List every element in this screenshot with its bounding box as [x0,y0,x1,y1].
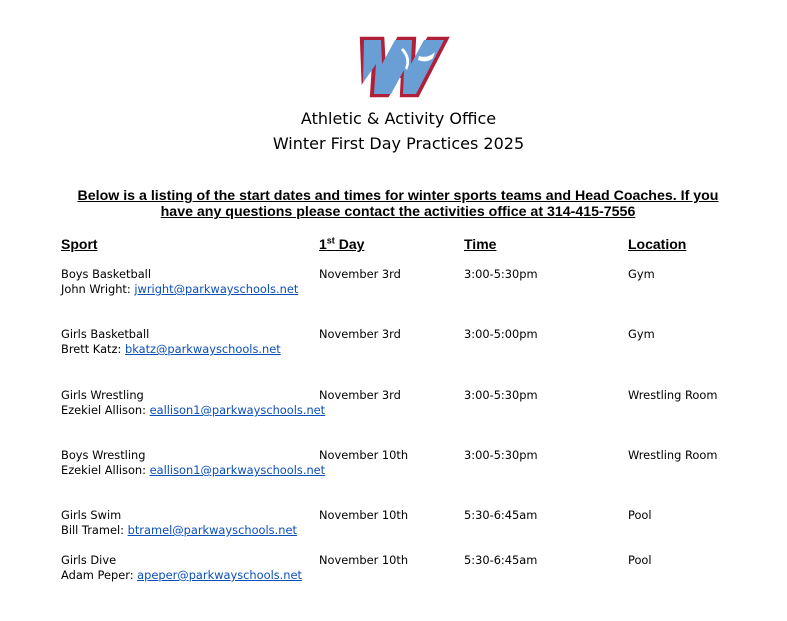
start-date: November 3rd [319,327,401,341]
start-date: November 3rd [319,388,401,402]
coach-name: Ezekiel Allison: [61,403,150,417]
practice-location: Wrestling Room [628,448,718,462]
practice-time: 3:00-5:30pm [464,267,538,281]
coach-email-link[interactable]: eallison1@parkwayschools.net [149,463,326,477]
practice-location: Gym [628,327,655,341]
practice-location: Gym [628,267,655,281]
coach-line [61,342,281,357]
sport-name: Girls Dive [61,553,117,567]
practice-time: 3:00-5:00pm [464,327,538,341]
coach-line [61,463,325,478]
table-row-sport [61,388,325,418]
practice-time: 3:00-5:30pm [464,448,538,462]
table-row-sport [61,327,281,357]
coach-email-link[interactable]: bkatz@parkwayschools.net [124,342,281,356]
start-date: November 10th [319,448,409,462]
column-header-sport: Sport [61,236,98,252]
coach-email-link[interactable]: btramel@parkwayschools.net [127,523,297,537]
coach-name: John Wright: [61,282,135,296]
coach-name: Ezekiel Allison: [61,463,150,477]
practice-location: Pool [628,553,652,567]
practice-time: 5:30-6:45am [464,553,538,567]
start-date: November 3rd [319,267,401,281]
practice-time: 5:30-6:45am [464,508,538,522]
practice-time: 3:00-5:30pm [464,388,538,402]
document-title: Winter First Day Practices 2025 [272,134,525,153]
day-number: 1 [319,236,327,252]
parkway-w-logo [345,34,453,100]
coach-line [61,282,298,297]
table-row-sport [61,553,302,583]
coach-line [61,403,325,418]
day-label: Day [334,236,365,252]
practice-location: Pool [628,508,652,522]
practice-location: Wrestling Room [628,388,718,402]
column-header-location: Location [628,236,687,252]
coach-line [61,523,297,538]
column-header-first-day [319,236,364,252]
table-row-sport [61,448,325,478]
intro-paragraph: Below is a listing of the start dates and times for winter sports teams and Head Coaches. If you have any questions please contact the activities office at 314-415-7556 [77,188,719,220]
start-date: November 10th [319,508,409,522]
sport-name: Girls Basketball [61,327,150,341]
sport-name: Boys Wrestling [61,448,146,462]
coach-line [61,568,302,583]
coach-email-link[interactable]: jwright@parkwayschools.net [134,282,299,296]
table-row-sport [61,508,297,538]
start-date: November 10th [319,553,409,567]
coach-email-link[interactable]: apeper@parkwayschools.net [137,568,302,582]
column-header-time: Time [464,236,497,252]
sport-name: Girls Swim [61,508,122,522]
coach-name: Bill Tramel: [61,523,128,537]
sport-name: Girls Wrestling [61,388,144,402]
coach-name: Adam Peper: [61,568,138,582]
sport-name: Boys Basketball [61,267,152,281]
office-title: Athletic & Activity Office [300,109,497,128]
coach-name: Brett Katz: [61,342,125,356]
day-suffix: st [326,235,335,246]
coach-email-link[interactable]: eallison1@parkwayschools.net [149,403,326,417]
table-row-sport [61,267,298,297]
